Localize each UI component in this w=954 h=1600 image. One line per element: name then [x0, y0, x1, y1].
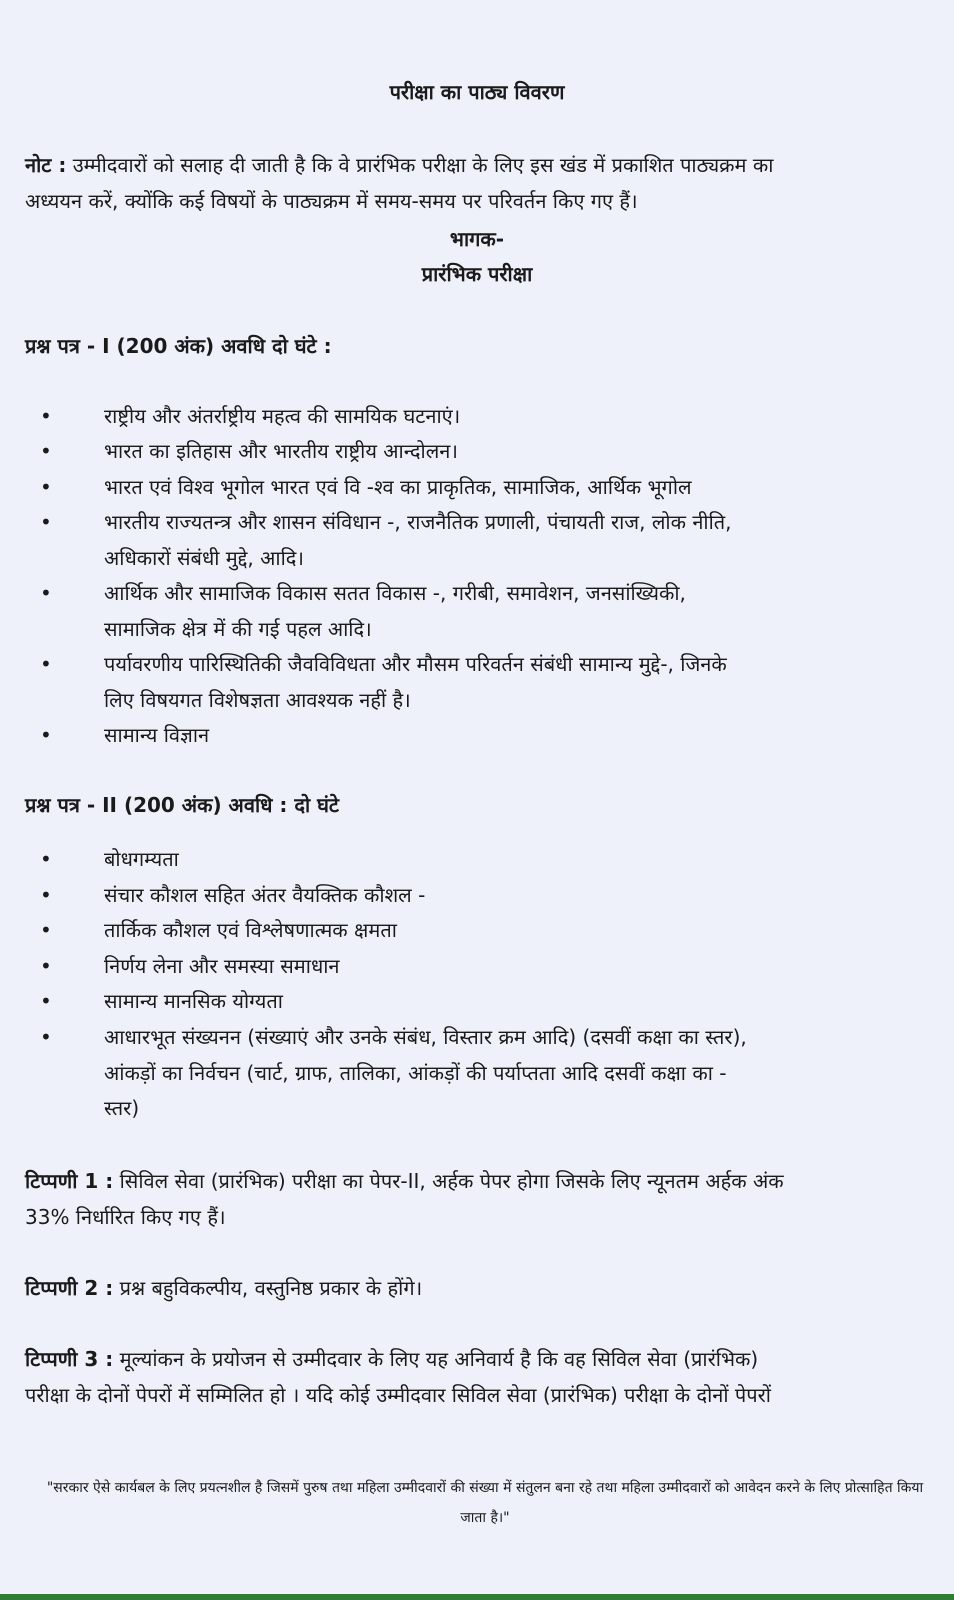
list-item: बोधगम्यता: [104, 847, 179, 871]
bullet-icon: •: [40, 847, 52, 871]
bullet-icon: •: [40, 1025, 52, 1049]
list-item: भारत का इतिहास और भारतीय राष्ट्रीय आन्दोलन।: [104, 439, 458, 463]
bullet-icon: •: [40, 475, 52, 499]
part-heading: भागक-: [449, 227, 505, 251]
bullet-icon: •: [40, 652, 52, 676]
list-item: भारत एवं विश्व भूगोल भारत एवं वि -श्व का प्राकृतिक, सामाजिक, आर्थिक भूगोल: [104, 475, 692, 499]
bullet-icon: •: [40, 883, 52, 907]
footer-quote: "सरकार ऐसे कार्यबल के लिए प्रयत्नशील है जिसमें पुरुष तथा महिला उम्मीदवारों की संख्या में संतुलन बना रहे तथा महिला उम्मीदवारों को आवेदन करने के लिए प्रोत्साहित किया जाता है।": [46, 1480, 924, 1526]
bullet-icon: •: [40, 439, 52, 463]
note-text-2: अध्ययन करें, क्योंकि कई विषयों के पाठ्यक्रम में समय-समय पर परिवर्तन किए गए हैं।: [25, 189, 638, 213]
list-item: सामान्य मानसिक योग्यता: [104, 989, 283, 1013]
note2-label: टिप्पणी 2 :: [25, 1276, 114, 1300]
note3-text-2: परीक्षा के दोनों पेपरों में सम्मिलित हो । यदि कोई उम्मीदवार सिविल सेवा (प्रारंभिक) परीक्षा के दोनों पेपरों: [25, 1383, 771, 1407]
list-item: सामान्य विज्ञान: [104, 723, 210, 747]
list-item-continued: लिए विषयगत विशेषज्ञता आवश्यक नहीं है।: [104, 688, 411, 712]
bullet-icon: •: [40, 581, 52, 605]
bottom-bar: [0, 1594, 954, 1600]
bullet-icon: •: [40, 918, 52, 942]
note2-line-1: [25, 1270, 422, 1306]
list-item: भारतीय राज्यतन्त्र और शासन संविधान -, राजनैतिक प्रणाली, पंचायती राज, लोक नीति,: [104, 510, 732, 534]
list-item: आर्थिक और सामाजिक विकास सतत विकास -, गरीबी, समावेशन, जनसांख्यिकी,: [104, 581, 686, 605]
note-text-1: उम्मीदवारों को सलाह दी जाती है कि वे प्रारंभिक परीक्षा के लिए इस खंड में प्रकाशित पाठ्यक्रम का: [72, 153, 774, 177]
note1-text-1: सिविल सेवा (प्रारंभिक) परीक्षा का पेपर-II, अर्हक पेपर होगा जिसके लिए न्यूनतम अर्हक अंक: [119, 1169, 784, 1193]
bullet-icon: •: [40, 723, 52, 747]
list-item: आधारभूत संख्यनन (संख्याएं और उनके संबंध, विस्तार क्रम आदि) (दसवीं कक्षा का स्तर),: [104, 1025, 747, 1049]
list-item: तार्किक कौशल एवं विश्लेषणात्मक क्षमता: [104, 918, 397, 942]
bullet-icon: •: [40, 510, 52, 534]
note1-line-1: [25, 1163, 784, 1199]
list-item: संचार कौशल सहित अंतर वैयक्तिक कौशल -: [104, 883, 426, 907]
note2-text-1: प्रश्न बहुविकल्पीय, वस्तुनिष्ठ प्रकार के होंगे।: [119, 1276, 423, 1300]
part-title: प्रारंभिक परीक्षा: [421, 262, 533, 286]
list-item-continued: सामाजिक क्षेत्र में की गई पहल आदि।: [104, 617, 372, 641]
list-item-continued: स्तर): [104, 1096, 140, 1120]
list-item: पर्यावरणीय पारिस्थितिकी जैवविविधता और मौसम परिवर्तन संबंधी सामान्य मुद्दे-, जिनके: [104, 652, 727, 676]
bullet-icon: •: [40, 404, 52, 428]
note-line-1: [25, 147, 773, 183]
note-label: नोट :: [25, 153, 67, 177]
note1-text-2: 33% निर्धारित किए गए हैं।: [25, 1205, 226, 1229]
list-item: निर्णय लेना और समस्या समाधान: [104, 954, 340, 978]
list-item-continued: अधिकारों संबंधी मुद्दे, आदि।: [104, 546, 304, 570]
bullet-icon: •: [40, 989, 52, 1013]
list-item-continued: आंकड़ों का निर्वचन (चार्ट, ग्राफ, तालिका, आंकड़ों की पर्याप्तता आदि दसवीं कक्षा का -: [104, 1061, 727, 1085]
note3-label: टिप्पणी 3 :: [25, 1347, 114, 1371]
paper2-heading: प्रश्न पत्र - II (200 अंक) अवधि : दो घंटे: [25, 793, 340, 817]
paper1-heading: प्रश्न पत्र - I (200 अंक) अवधि दो घंटे :: [25, 334, 332, 358]
list-item: राष्ट्रीय और अंतर्राष्ट्रीय महत्व की सामयिक घटनाएं।: [104, 404, 461, 428]
note1-label: टिप्पणी 1 :: [25, 1169, 114, 1193]
note3-line-1: [25, 1341, 758, 1377]
bullet-icon: •: [40, 954, 52, 978]
page-title: परीक्षा का पाठ्य विवरण: [389, 80, 565, 104]
note3-text-1: मूल्यांकन के प्रयोजन से उम्मीदवार के लिए यह अनिवार्य है कि वह सिविल सेवा (प्रारंभिक): [119, 1347, 759, 1371]
